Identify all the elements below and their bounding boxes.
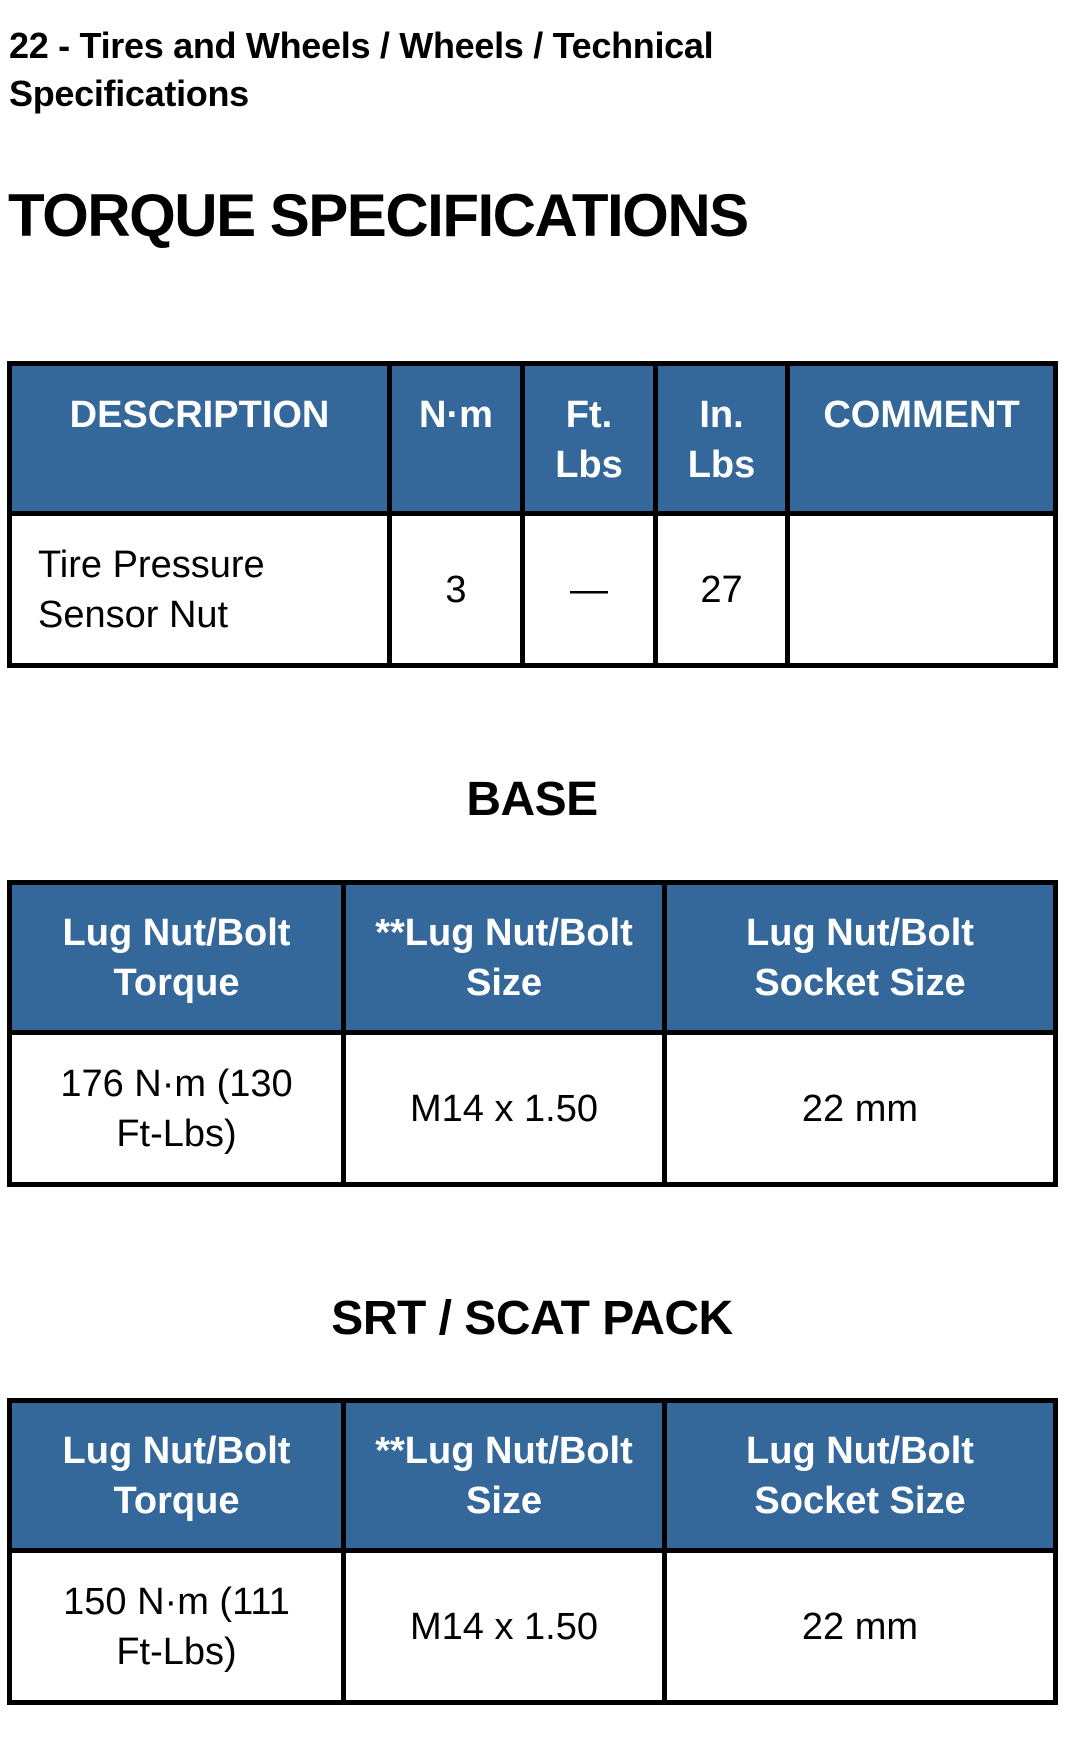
table-header-row [10,364,1056,514]
header-label: Ft. Lbs [555,394,623,486]
cell-bolt-size: M14 x 1.50 [344,1551,665,1703]
header-label: DESCRIPTION [69,394,330,436]
column-header-bolt-size: **Lug Nut/Bolt Size [344,883,665,1033]
column-header-socket-size: Lug Nut/Bolt Socket Size [665,883,1056,1033]
column-header-socket-size: Lug Nut/Bolt Socket Size [665,1401,1056,1551]
column-header-comment [788,364,1056,514]
column-header-bolt-size: **Lug Nut/Bolt Size [344,1401,665,1551]
page-title: TORQUE SPECIFICATIONS [8,182,748,249]
cell-torque: 150 N·m (111 Ft-Lbs) [10,1551,344,1703]
cell-comment [788,514,1056,666]
table-header-row [10,883,1056,1033]
column-header-ft-lbs [523,364,656,514]
torque-spec-table [7,361,1058,668]
table-row [10,1033,1056,1185]
header-label: N·m [419,394,493,436]
cell-socket-size: 22 mm [665,1551,1056,1703]
column-header-in-lbs [656,364,788,514]
lug-nut-table-srt [7,1398,1058,1705]
section-title-base: BASE [466,773,598,826]
cell-description: Tire Pressure Sensor Nut [10,514,390,666]
column-header-description [10,364,390,514]
cell-ft-lbs: — [523,514,656,666]
table-row [10,1551,1056,1703]
column-header-nm [390,364,523,514]
table-header-row [10,1401,1056,1551]
lug-nut-table-base [7,880,1058,1187]
breadcrumb: 22 - Tires and Wheels / Wheels / Technical Specifications [9,25,714,114]
cell-nm: 3 [390,514,523,666]
header-label: In. Lbs [687,394,756,486]
column-header-torque: Lug Nut/Bolt Torque [10,1401,344,1551]
cell-in-lbs: 27 [656,514,788,666]
cell-torque: 176 N·m (130 Ft-Lbs) [10,1033,344,1185]
column-header-torque: Lug Nut/Bolt Torque [10,883,344,1033]
table-row [10,514,1056,666]
cell-bolt-size: M14 x 1.50 [344,1033,665,1185]
section-title-srt-scat-pack: SRT / SCAT PACK [331,1292,733,1345]
header-label: COMMENT [823,394,1020,436]
cell-socket-size: 22 mm [665,1033,1056,1185]
